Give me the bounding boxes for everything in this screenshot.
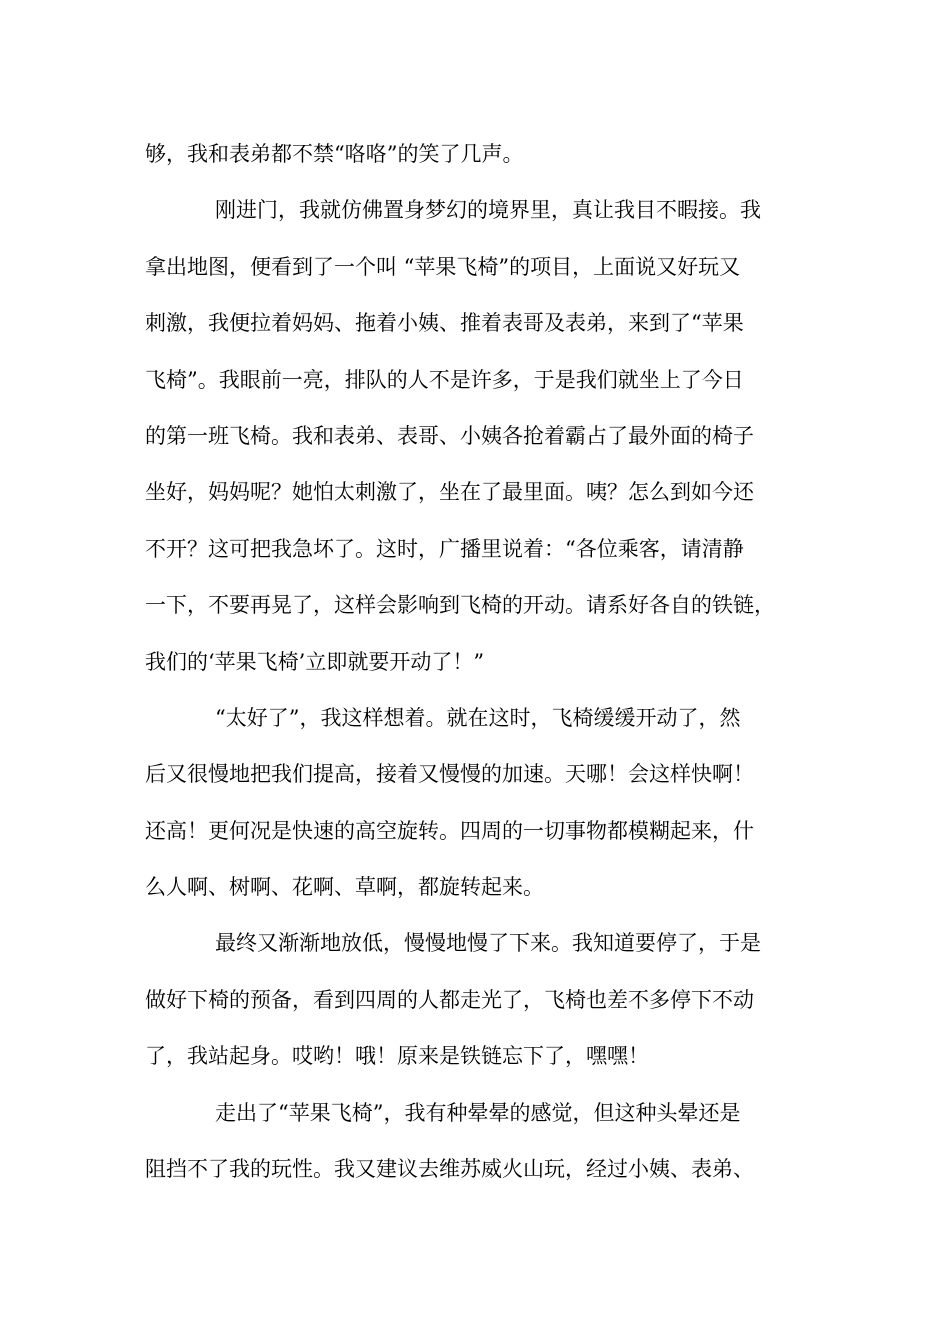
text-line: 还高！更何况是快速的高空旋转。四周的一切事物都模糊起来，什 [145,818,754,843]
paragraph-start-line: 刚进门，我就仿佛置身梦幻的境界里，真让我目不暇接。我 [215,198,761,223]
text-line: 拿出地图，便看到了一个叫 “苹果飞椅”的项目，上面说又好玩又 [145,254,741,279]
text-line: 后又很慢地把我们提高，接着又慢慢的加速。天哪！会这样快啊！ [145,762,754,787]
text-line: 了，我站起身。哎哟！哦！原来是铁链忘下了，嘿嘿！ [145,1044,649,1069]
text-line: 不开？这可把我急坏了。这时，广播里说着：“各位乘客，请清静 [145,536,744,561]
text-line: 么人啊、树啊、花啊、草啊，都旋转起来。 [145,875,544,900]
text-line: 飞椅”。我眼前一亮，排队的人不是许多，于是我们就坐上了今日 [145,367,744,392]
paragraph-start-line: 走出了“苹果飞椅”，我有种晕晕的感觉，但这种头晕还是 [215,1100,741,1125]
text-line: 我们的‘苹果飞椅’立即就要开动了！” [145,649,485,674]
body-text [145,126,825,1197]
paragraph-start-line: “太好了”，我这样想着。就在这时，飞椅缓缓开动了，然 [215,705,741,730]
text-line: 够，我和表弟都不禁“咯咯”的笑了几声。 [145,142,524,166]
text-line: 阻挡不了我的玩性。我又建议去维苏威火山玩，经过小姨、表弟、 [145,1157,754,1182]
text-line: 坐好，妈妈呢？她怕太刺激了，坐在了最里面。咦？怎么到如今还 [145,480,754,505]
text-line: 的第一班飞椅。我和表弟、表哥、小姨各抢着霸占了最外面的椅子 [145,423,754,448]
text-line: 一下，不要再晃了，这样会影响到飞椅的开动。请系好各自的铁链， [145,593,775,618]
text-line: 刺激，我便拉着妈妈、拖着小姨、推着表哥及表弟，来到了“苹果 [145,311,744,336]
paragraph-start-line: 最终又渐渐地放低，慢慢地慢了下来。我知道要停了，于是 [215,931,761,956]
text-line: 做好下椅的预备，看到四周的人都走光了，飞椅也差不多停下不动 [145,987,754,1012]
